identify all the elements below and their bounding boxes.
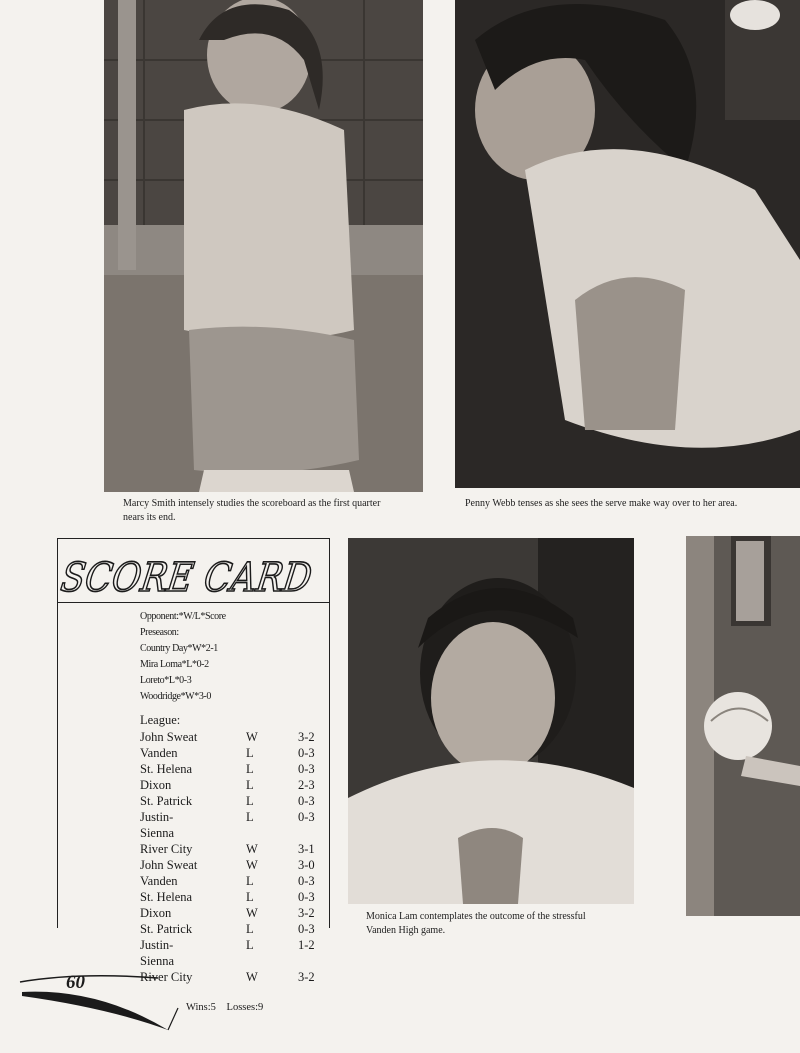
league-score: 0-3 [298, 874, 315, 888]
league-team: St. Helena [140, 890, 193, 904]
league-result: L [246, 762, 254, 776]
league-row [140, 793, 330, 809]
league-result: L [246, 746, 254, 760]
league-row [140, 953, 330, 969]
league-row [140, 937, 330, 953]
league-score: 0-3 [298, 762, 315, 776]
league-result: W [246, 842, 258, 856]
league-team: John Sweat [140, 858, 198, 872]
league-team: Vanden [140, 746, 178, 760]
preseason-label: Preseason: [140, 627, 179, 638]
league-score: 3-2 [298, 906, 315, 920]
league-team: Sienna [140, 826, 175, 840]
league-row [140, 873, 330, 889]
league-result: L [246, 922, 254, 936]
league-team: Vanden [140, 874, 178, 888]
league-row [140, 905, 330, 921]
league-row [140, 825, 330, 841]
league-row [140, 777, 330, 793]
league-row [140, 841, 330, 857]
league-team: River City [140, 842, 193, 856]
league-result: L [246, 938, 254, 952]
league-result: W [246, 906, 258, 920]
league-team: Dixon [140, 778, 172, 792]
league-score: 3-1 [298, 842, 315, 856]
caption-line: Vanden High game. [366, 925, 446, 936]
photo-marcy-smith [104, 0, 423, 492]
league-result: L [246, 874, 254, 888]
league-row [140, 857, 330, 873]
league-row [140, 809, 330, 825]
league-result: L [246, 810, 254, 824]
scorecard-title-text: SCORE CARD [58, 555, 350, 601]
league-score: 0-3 [298, 890, 315, 904]
league-row [140, 921, 330, 937]
league-result: L [246, 778, 254, 792]
league-team: St. Patrick [140, 922, 193, 936]
league-score: 0-3 [298, 922, 315, 936]
league-team: Dixon [140, 906, 172, 920]
league-score: 0-3 [298, 746, 315, 760]
preseason-item: Mira Loma*L*0-2 [140, 659, 209, 670]
caption-line: Marcy Smith intensely studies the scoreboard as the first quarter [123, 498, 381, 509]
photo-penny-webb [455, 0, 800, 488]
caption-line: nears its end. [123, 512, 176, 523]
caption-line: Monica Lam contemplates the outcome of the stressful [366, 911, 586, 922]
league-row [140, 761, 330, 777]
losses-total: Losses:9 [226, 1002, 264, 1013]
league-team: St. Patrick [140, 794, 193, 808]
league-team: Justin- [140, 938, 174, 952]
preseason-item: Woodridge*W*3-0 [140, 691, 211, 702]
league-label: League: [140, 713, 181, 727]
league-row [140, 889, 330, 905]
league-result: L [246, 794, 254, 808]
league-team: Sienna [140, 954, 175, 968]
photo-volleyball [686, 536, 800, 916]
season-totals [186, 1002, 271, 1013]
league-score: 1-2 [298, 938, 315, 952]
league-result: W [246, 970, 258, 984]
league-team: Justin- [140, 810, 174, 824]
league-row [140, 745, 330, 761]
preseason-item: Loreto*L*0-3 [140, 675, 192, 686]
page-flourish [18, 968, 178, 1038]
preseason-item: Country Day*W*2-1 [140, 643, 218, 654]
league-score: 2-3 [298, 778, 315, 792]
league-result: W [246, 858, 258, 872]
league-score: 0-3 [298, 810, 315, 824]
caption-penny-webb: Penny Webb tenses as she sees the serve make way over to her area. [465, 498, 738, 509]
page-number: 60 [66, 972, 85, 993]
league-team: River City [140, 970, 193, 984]
league-score: 3-0 [298, 858, 315, 872]
caption-marcy-smith [123, 497, 423, 525]
photo-monica-lam [348, 538, 634, 904]
league-team: St. Helena [140, 762, 193, 776]
scorecard-header: Opponent:*W/L*Score [140, 611, 226, 622]
scorecard-title [58, 545, 350, 603]
league-team: John Sweat [140, 730, 198, 744]
league-score: 0-3 [298, 794, 315, 808]
caption-monica-lam [366, 910, 646, 938]
league-score: 3-2 [298, 970, 315, 984]
league-result: L [246, 890, 254, 904]
league-row [140, 729, 330, 745]
scorecard-border-top [57, 538, 329, 539]
league-score: 3-2 [298, 730, 315, 744]
league-result: W [246, 730, 258, 744]
wins-total: Wins:5 [186, 1002, 216, 1013]
